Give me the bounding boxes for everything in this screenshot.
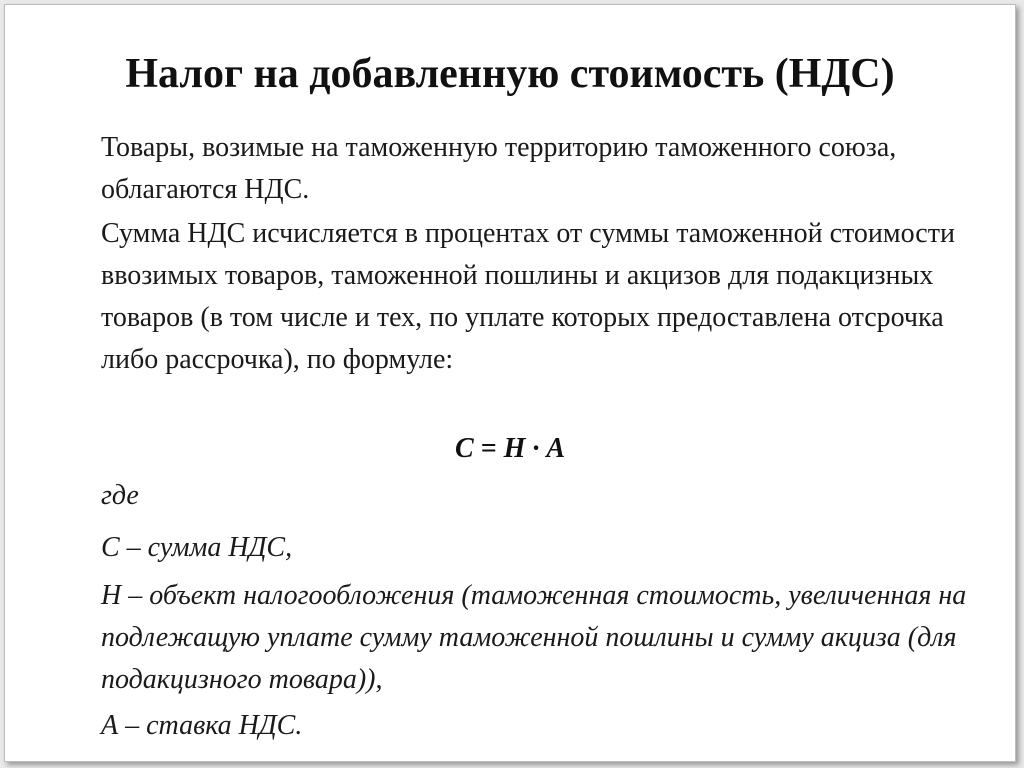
slide-title: Налог на добавленную стоимость (НДС) <box>125 51 895 97</box>
slide <box>4 4 1016 762</box>
vat-formula: С = Н · А <box>454 433 566 464</box>
definition-a: А – ставка НДС. <box>101 710 303 741</box>
definition-n: Н – объект налогообложения (таможенная стоимость, увеличенная на подлежащую уплате сумму таможенной пошлины и сумму акциза (для подакцизного товара)), <box>101 580 967 695</box>
paragraph-vat-calculation: Сумма НДС исчисляется в процентах от суммы таможенной стоимости ввозимых товаров, таможенной пошлины и акцизов для подакцизных товаров (в том числе и тех, по уплате которых предоставлена отсрочка либо рассрочка), по формуле: <box>101 218 955 375</box>
where-label: где <box>101 480 139 511</box>
paragraph-taxable-goods: Товары, возимые на таможенную территорию таможенного союза, облагаются НДС. <box>101 132 897 205</box>
definition-c: С – сумма НДС, <box>101 532 293 563</box>
